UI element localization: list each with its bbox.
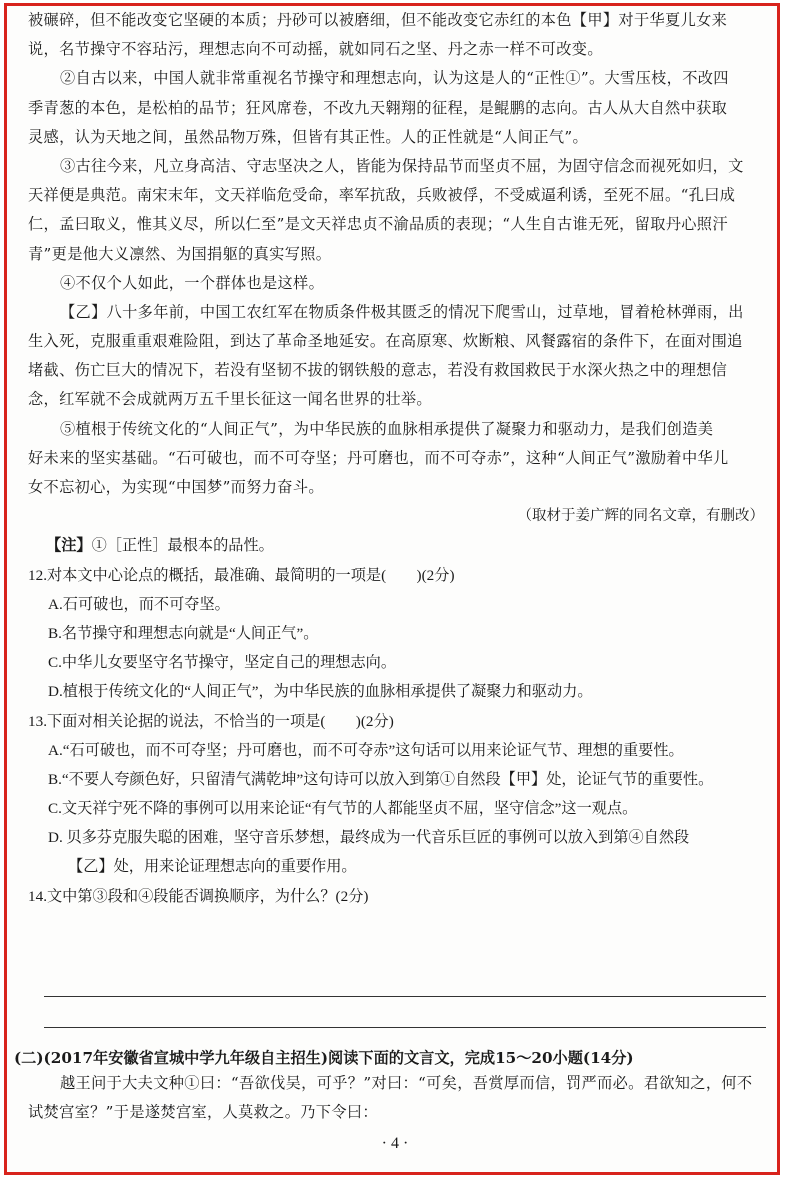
paragraph-yi-line: 念，红军就不会成就两万五千里长征这一闻名世界的壮举。 <box>28 390 432 409</box>
page-content <box>28 6 764 911</box>
paragraph-yi-line: 堵截、伤亡巨大的情况下，若没有坚韧不拔的钢铁般的意志，若没有救国救民于水深火热之中的理想信 <box>28 361 728 380</box>
question-12-option-b: B.名节操守和理想志向就是“人间正气”。 <box>48 624 319 642</box>
paragraph-yi-line: 【乙】八十多年前，中国工农红军在物质条件极其匮乏的情况下爬雪山，过草地，冒着枪林弹雨，出 <box>60 302 744 321</box>
question-13-stem: 13.下面对相关论据的说法，不恰当的一项是( )(2分) <box>28 712 394 730</box>
question-13-option-d-continued: 【乙】处，用来论证理想志向的重要作用。 <box>68 858 357 876</box>
question-12-option-c: C.中华儿女要坚守名节操守，坚定自己的理想志向。 <box>48 654 397 672</box>
section-2-heading: (二)(2017年安徽省宣城中学九年级自主招生)阅读下面的文言文，完成15～20小题(14分) <box>14 1049 634 1067</box>
answer-line[interactable] <box>44 996 766 997</box>
passage-line: 说，名节操守不容玷污，理想志向不可动摇，就如同石之坚、丹之赤一样不可改变。 <box>28 40 603 59</box>
paragraph-2-line: 季青葱的本色，是松柏的品节；狂风席卷，不改九天翱翔的征程，是鲲鹏的志向。古人从大自然中获取 <box>28 98 728 117</box>
question-13-option-a: A.“石可破也，而不可夺坚；丹可磨也，而不可夺赤”这句话可以用来论证气节、理想的重要性。 <box>48 741 684 759</box>
question-12-option-d: D.植根于传统文化的“人间正气”，为中华民族的血脉相承提供了凝聚力和驱动力。 <box>48 683 593 701</box>
paragraph-3-line: 天祥便是典范。南宋末年，文天祥临危受命，率军抗敌，兵败被俘，不受威逼利诱，至死不屈。“孔曰成 <box>28 186 736 205</box>
paragraph-2-line: ②自古以来，中国人就非常重视名节操守和理想志向，认为这是人的“正性①”。大雪压枝，不改四 <box>60 69 729 88</box>
question-12-option-a: A.石可破也，而不可夺坚。 <box>48 595 230 613</box>
paragraph-5-line: 好未来的坚实基础。“石可破也，而不可夺坚；丹可磨也，而不可夺赤”，这种“人间正气”激励着中华儿 <box>28 448 729 467</box>
classical-text-line: 越王问于大夫文种①曰：“吾欲伐吴，可乎？”对曰：“可矣，吾赏厚而信，罚严而必。君欲知之，何不 <box>60 1074 753 1092</box>
question-13-option-d: D. 贝多芬克服失聪的困难，坚守音乐梦想，最终成为一代音乐巨匠的事例可以放入到第④自然段 <box>48 829 690 847</box>
paragraph-3-line: 仁，孟曰取义，惟其义尽，所以仁至”是文天祥忠贞不渝品质的表现；“人生自古谁无死，留取丹心照汗 <box>28 215 728 234</box>
paragraph-5-line: ⑤植根于传统文化的“人间正气”，为中华民族的血脉相承提供了凝聚力和驱动力，是我们创造美 <box>60 419 714 438</box>
footnote <box>28 531 764 560</box>
paragraph-3-line: ③古往今来，凡立身高洁、守志坚决之人，皆能为保持品节而坚贞不屈，为固守信念而视死如归，文 <box>60 156 744 175</box>
answer-line[interactable] <box>44 1027 766 1028</box>
question-13-option-c: C.文天祥宁死不降的事例可以用来论证“有气节的人都能坚贞不屈，坚守信念”这一观点。 <box>48 800 638 818</box>
paragraph-4-line: ④不仅个人如此，一个群体也是这样。 <box>60 273 325 292</box>
footnote-label: 【注】 <box>46 536 92 555</box>
section-2-body <box>28 1069 764 1127</box>
footnote-text: ①［正性］最根本的品性。 <box>91 536 274 555</box>
passage-line: 被碾碎，但不能改变它坚硬的本质；丹砂可以被磨细，但不能改变它赤红的本色【甲】对于华夏儿女来 <box>28 11 728 29</box>
question-14-stem: 14.文中第③段和④段能否调换顺序，为什么？(2分) <box>28 887 369 905</box>
paragraph-2-line: 灵感，认为天地之间，虽然品物万殊，但皆有其正性。人的正性就是“人间正气”。 <box>28 127 589 146</box>
source-attribution: （取材于姜广辉的同名文章，有删改） <box>517 508 764 525</box>
paragraph-5-line: 女不忘初心，为实现“中国梦”而努力奋斗。 <box>28 478 324 496</box>
classical-text-line: 试焚宫室？”于是遂焚宫室，人莫救之。乃下令曰： <box>28 1103 378 1122</box>
page-number: · 4 · <box>381 1135 409 1152</box>
question-13-option-b: B.“不要人夸颜色好，只留清气满乾坤”这句诗可以放入到第①自然段【甲】处，论证气节的重要性。 <box>48 770 714 788</box>
paragraph-3-line: 青”更是他大义凛然、为国捐躯的真实写照。 <box>28 244 332 263</box>
question-12-stem: 12.对本文中心论点的概括，最准确、最简明的一项是( )(2分) <box>28 566 455 584</box>
paragraph-yi-line: 生入死，克服重重艰难险阻，到达了革命圣地延安。在高原寒、炊断粮、风餐露宿的条件下，在面对围追 <box>28 332 743 351</box>
